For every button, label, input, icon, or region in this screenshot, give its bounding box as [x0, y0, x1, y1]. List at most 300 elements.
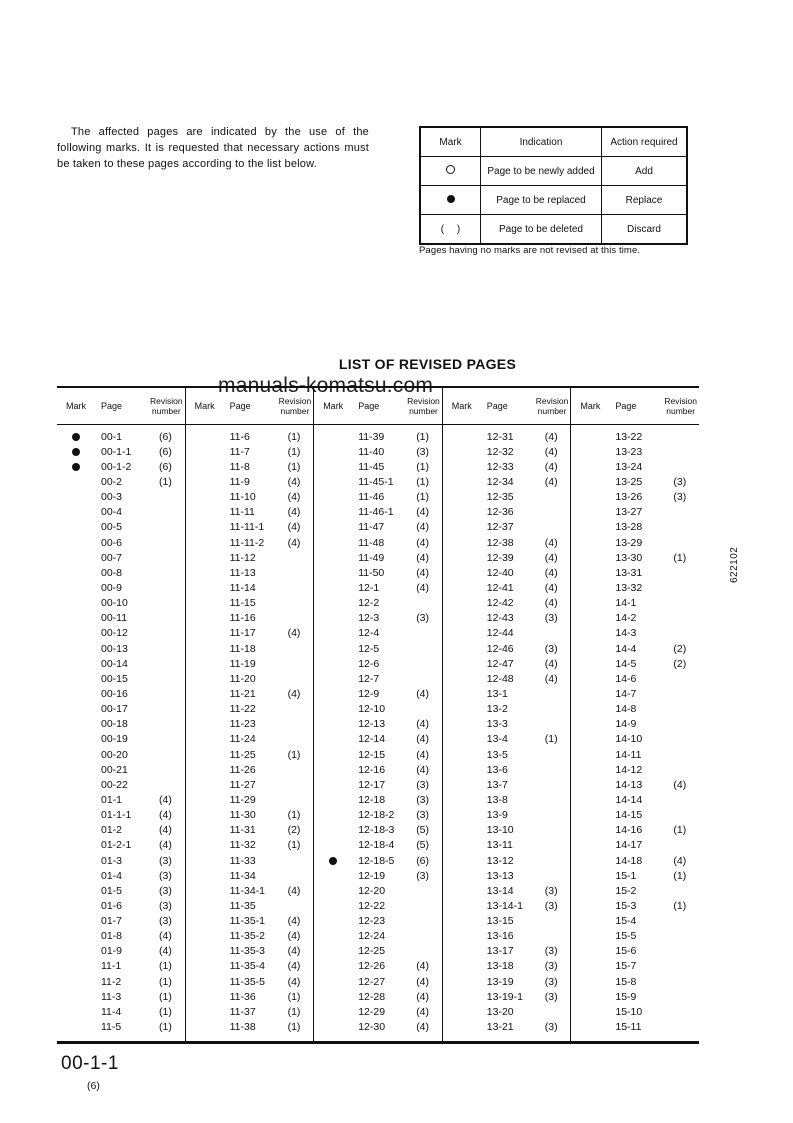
revision-cell: (4): [159, 945, 172, 958]
page-cell: 11-23: [229, 718, 256, 731]
table-row: [186, 838, 314, 853]
table-column: [185, 425, 314, 1041]
table-row: [314, 1019, 442, 1034]
page-cell: 11-34: [229, 869, 256, 882]
page-cell: 12-38: [486, 536, 514, 549]
page-cell: 11-35: [229, 899, 256, 912]
table-row: [571, 989, 699, 1004]
page-cell: 12-44: [486, 627, 514, 640]
table-row: [571, 732, 699, 747]
revision-cell: (3): [544, 884, 558, 897]
page-cell: 15-1: [615, 869, 637, 882]
page-cell: 15-4: [615, 915, 637, 928]
table-row: [443, 580, 571, 595]
page-cell: 13-13: [486, 869, 514, 882]
table-row: [57, 792, 185, 807]
page-cell: 13-24: [615, 460, 643, 473]
page-cell: 01-4: [101, 869, 123, 882]
table-row: [571, 868, 699, 883]
table-row: [57, 747, 185, 762]
legend-indication: Page to be deleted: [481, 215, 602, 245]
page-cell: 12-7: [358, 672, 380, 685]
header-revision: Revision number: [407, 396, 440, 416]
page-cell: 13-14: [486, 884, 514, 897]
page-cell: 11-17: [229, 627, 256, 640]
page-cell: 01-1: [101, 793, 123, 806]
table-row: [314, 580, 442, 595]
table-row: [314, 838, 442, 853]
page-cell: 14-16: [615, 824, 643, 837]
table-row: [57, 505, 185, 520]
table-row: [443, 989, 571, 1004]
table-row: [571, 944, 699, 959]
revision-cell: (4): [544, 475, 558, 488]
page-cell: 00-22: [101, 778, 128, 791]
page-cell: 00-14: [101, 657, 128, 670]
table-row: [186, 444, 314, 459]
page-cell: 15-6: [615, 945, 637, 958]
table-row: [57, 732, 185, 747]
table-row: [443, 898, 571, 913]
table-row: [571, 596, 699, 611]
revision-cell: (4): [416, 521, 430, 534]
page-cell: 13-6: [486, 763, 508, 776]
page-title: LIST OF REVISED PAGES: [338, 356, 517, 372]
table-row: [571, 671, 699, 686]
table-row: [57, 959, 185, 974]
revision-cell: (4): [416, 687, 430, 700]
table-row: [443, 656, 571, 671]
revision-cell: (1): [287, 445, 301, 458]
page-cell: 11-46-1: [358, 506, 394, 519]
table-row: [57, 1019, 185, 1034]
revision-cell: (4): [416, 748, 430, 761]
table-row: [57, 702, 185, 717]
table-row: [57, 762, 185, 777]
revision-cell: (3): [159, 869, 172, 882]
page-cell: 15-5: [615, 930, 637, 943]
revision-cell: (6): [159, 460, 172, 473]
revision-cell: (1): [159, 990, 172, 1003]
table-row: [314, 777, 442, 792]
table-row: [571, 853, 699, 868]
page-cell: 11-6: [229, 430, 250, 443]
page-cell: 13-10: [486, 824, 514, 837]
legend-action: Discard: [602, 215, 688, 245]
table-row: [571, 747, 699, 762]
page-cell: 11-25: [229, 748, 256, 761]
revision-cell: (4): [287, 627, 301, 640]
revision-cell: (1): [159, 975, 172, 988]
table-row: [186, 474, 314, 489]
table-row: [314, 959, 442, 974]
header-page: Page: [229, 401, 251, 411]
page-cell: 12-20: [358, 884, 386, 897]
table-row: [571, 550, 699, 565]
revision-cell: (1): [416, 460, 430, 473]
page-cell: 14-14: [615, 793, 643, 806]
table-row: [314, 641, 442, 656]
revision-cell: (4): [416, 990, 430, 1003]
table-row: [314, 929, 442, 944]
legend-row-add: [420, 157, 687, 186]
page-cell: 13-25: [615, 475, 643, 488]
page-cell: 00-10: [101, 597, 128, 610]
page-cell: 12-22: [358, 899, 386, 912]
page-cell: 11-14: [229, 581, 256, 594]
revision-cell: (2): [673, 642, 687, 655]
page-cell: 12-5: [358, 642, 380, 655]
page-cell: 13-28: [615, 521, 643, 534]
table-row: [443, 762, 571, 777]
page-cell: 12-4: [358, 627, 380, 640]
revision-cell: (4): [416, 551, 430, 564]
table-row: [186, 792, 314, 807]
table-row: [571, 444, 699, 459]
table-row: [186, 747, 314, 762]
table-row: [443, 550, 571, 565]
page-cell: 01-5: [101, 884, 123, 897]
revision-cell: (4): [287, 930, 301, 943]
page-cell: 00-16: [101, 687, 128, 700]
table-row: [186, 914, 314, 929]
table-row: [571, 959, 699, 974]
page-cell: 12-46: [486, 642, 514, 655]
page-cell: 12-18-5: [358, 854, 395, 867]
table-row: [57, 777, 185, 792]
table-row: [57, 596, 185, 611]
table-row: [57, 929, 185, 944]
table-row: [571, 429, 699, 444]
page-cell: 00-13: [101, 642, 128, 655]
page-cell: 13-7: [486, 778, 508, 791]
page-cell: 11-4: [101, 1005, 122, 1018]
page-cell: 12-6: [358, 657, 380, 670]
table-row: [314, 974, 442, 989]
table-row: [186, 944, 314, 959]
page-cell: 13-19-1: [486, 990, 523, 1003]
page-cell: 13-17: [486, 945, 514, 958]
table-row: [571, 686, 699, 701]
table-body: [57, 425, 699, 1041]
table-row: [57, 580, 185, 595]
table-row: [443, 914, 571, 929]
page-cell: 15-8: [615, 975, 637, 988]
table-row: [186, 596, 314, 611]
page-cell: 11-47: [358, 521, 385, 534]
page-cell: 11-30: [229, 809, 256, 822]
revision-cell: (1): [673, 824, 687, 837]
table-row: [314, 429, 442, 444]
table-row: [314, 611, 442, 626]
header-revision: Revision number: [278, 396, 312, 416]
table-row: [443, 429, 571, 444]
header-group: [313, 388, 442, 424]
revision-cell: (3): [673, 475, 687, 488]
page-cell: 11-29: [229, 793, 256, 806]
table-row: [186, 868, 314, 883]
table-row: [57, 868, 185, 883]
page-cell: 12-43: [486, 612, 514, 625]
revision-cell: (1): [287, 1005, 301, 1018]
page-cell: 12-15: [358, 748, 386, 761]
table-row: [314, 883, 442, 898]
page-cell: 13-12: [486, 854, 514, 867]
table-row: [186, 520, 314, 535]
legend-indication: Page to be replaced: [481, 186, 602, 215]
page-cell: 00-19: [101, 733, 128, 746]
revision-cell: (4): [416, 506, 430, 519]
table-row: [443, 944, 571, 959]
page-cell: 13-26: [615, 491, 643, 504]
revision-cell: (1): [416, 491, 430, 504]
page-cell: 12-40: [486, 566, 514, 579]
revision-cell: (3): [416, 809, 430, 822]
revision-cell: (4): [287, 506, 301, 519]
table-row: [57, 429, 185, 444]
page-cell: 13-1: [486, 687, 508, 700]
revision-cell: (4): [544, 536, 558, 549]
revision-cell: (3): [544, 960, 558, 973]
page-cell: 13-2: [486, 703, 508, 716]
page-cell: 12-30: [358, 1021, 386, 1034]
page-cell: 11-11-1: [229, 521, 265, 534]
table-row: [443, 853, 571, 868]
page-cell: 00-3: [101, 491, 123, 504]
revision-cell: (4): [287, 475, 301, 488]
table-row: [314, 1004, 442, 1019]
revision-cell: (3): [673, 491, 687, 504]
page-cell: 14-15: [615, 809, 643, 822]
table-row: [186, 898, 314, 913]
table-row: [57, 898, 185, 913]
header-group: [570, 388, 699, 424]
page-cell: 12-32: [486, 445, 514, 458]
table-row: [57, 565, 185, 580]
table-row: [443, 1004, 571, 1019]
filled-circle-icon: [329, 857, 337, 865]
header-mark: Mark: [323, 401, 344, 411]
table-row: [571, 520, 699, 535]
table-row: [443, 732, 571, 747]
page-cell: 12-28: [358, 990, 386, 1003]
page-cell: 01-9: [101, 945, 123, 958]
page-cell: 14-9: [615, 718, 637, 731]
page-cell: 00-18: [101, 718, 128, 731]
table-row: [57, 808, 185, 823]
revision-cell: (3): [544, 612, 558, 625]
table-row: [443, 611, 571, 626]
page-cell: 11-35-2: [229, 930, 266, 943]
revision-cell: (4): [159, 824, 172, 837]
revision-cell: (1): [287, 1021, 301, 1034]
page-cell: 15-10: [615, 1005, 643, 1018]
page-cell: 11-16: [229, 612, 256, 625]
header-page: Page: [358, 401, 380, 411]
header-revision: Revision number: [149, 396, 183, 416]
revision-cell: (3): [544, 899, 558, 912]
table-row: [57, 550, 185, 565]
document-code: 622102: [729, 546, 740, 583]
page-cell: 12-18-4: [358, 839, 395, 852]
filled-circle-icon: [72, 448, 80, 456]
table-row: [571, 656, 699, 671]
page-cell: 11-38: [229, 1021, 256, 1034]
page-cell: 13-16: [486, 930, 514, 943]
page-cell: 00-17: [101, 703, 128, 716]
table-row: [186, 459, 314, 474]
revision-cell: (4): [416, 536, 430, 549]
revision-cell: (6): [159, 430, 172, 443]
page-cell: 00-8: [101, 566, 123, 579]
page-cell: 11-24: [229, 733, 256, 746]
table-row: [186, 959, 314, 974]
table-row: [443, 747, 571, 762]
header-page: Page: [615, 401, 637, 411]
page-cell: 11-8: [229, 460, 250, 473]
table-row: [186, 808, 314, 823]
page-cell: 14-6: [615, 672, 637, 685]
header-group: [442, 388, 571, 424]
revision-cell: (4): [159, 809, 172, 822]
table-row: [186, 671, 314, 686]
table-row: [443, 641, 571, 656]
table-row: [186, 535, 314, 550]
page-cell: 12-26: [358, 960, 386, 973]
page-cell: 12-23: [358, 915, 386, 928]
table-row: [314, 535, 442, 550]
table-row: [186, 686, 314, 701]
table-row: [443, 868, 571, 883]
revision-cell: (1): [287, 839, 301, 852]
page-cell: 11-45-1: [358, 475, 394, 488]
table-row: [57, 823, 185, 838]
table-row: [57, 520, 185, 535]
page-cell: 00-7: [101, 551, 123, 564]
revision-cell: (6): [159, 445, 172, 458]
table-row: [443, 686, 571, 701]
table-row: [443, 459, 571, 474]
filled-circle-icon: [72, 463, 80, 471]
page-cell: 11-49: [358, 551, 385, 564]
page-cell: 11-26: [229, 763, 256, 776]
revision-cell: (4): [287, 960, 301, 973]
page-cell: 13-5: [486, 748, 508, 761]
table-row: [314, 565, 442, 580]
table-column: [570, 425, 699, 1041]
page-cell: 12-47: [486, 657, 514, 670]
table-row: [571, 914, 699, 929]
page-cell: 00-1-1: [101, 445, 132, 458]
watermark: manuals-komatsu.com: [218, 374, 434, 397]
legend-indication: Page to be newly added: [481, 157, 602, 186]
revision-cell: (1): [159, 475, 172, 488]
page-cell: 12-33: [486, 460, 514, 473]
table-row: [443, 717, 571, 732]
table-row: [186, 565, 314, 580]
page-cell: 00-20: [101, 748, 128, 761]
revision-cell: (4): [287, 915, 301, 928]
page-cell: 11-19: [229, 657, 256, 670]
page-cell: 12-37: [486, 521, 514, 534]
table-row: [571, 838, 699, 853]
page-cell: 14-5: [615, 657, 637, 670]
revision-cell: (4): [416, 1005, 430, 1018]
table-row: [186, 1019, 314, 1034]
revision-cell: (4): [416, 581, 430, 594]
table-row: [186, 641, 314, 656]
table-row: [443, 596, 571, 611]
revision-cell: (2): [287, 824, 301, 837]
page-cell: 00-11: [101, 612, 128, 625]
page-cell: 13-32: [615, 581, 643, 594]
revision-cell: (1): [159, 960, 172, 973]
page-cell: 11-11: [229, 506, 255, 519]
revision-cell: (4): [673, 778, 687, 791]
page-cell: 11-35-4: [229, 960, 266, 973]
filled-circle-icon: [72, 433, 80, 441]
table-row: [186, 762, 314, 777]
table-row: [57, 611, 185, 626]
page-cell: 00-1-2: [101, 460, 132, 473]
table-row: [571, 762, 699, 777]
page-cell: 14-1: [615, 597, 637, 610]
revision-cell: (4): [416, 763, 430, 776]
page-cell: 13-21: [486, 1021, 514, 1034]
table-row: [314, 868, 442, 883]
page-cell: 12-29: [358, 1005, 386, 1018]
page-cell: 13-4: [486, 733, 508, 746]
table-row: [314, 853, 442, 868]
table-row: [186, 823, 314, 838]
table-row: [571, 459, 699, 474]
page-cell: 11-35-5: [229, 975, 266, 988]
table-row: [57, 1004, 185, 1019]
page-cell: 00-15: [101, 672, 128, 685]
page-cell: 11-27: [229, 778, 256, 791]
page-cell: 12-36: [486, 506, 514, 519]
table-row: [571, 641, 699, 656]
page-cell: 12-25: [358, 945, 386, 958]
table-row: [443, 1019, 571, 1034]
header-revision: Revision number: [535, 396, 569, 416]
revision-cell: (1): [416, 430, 430, 443]
table-row: [57, 474, 185, 489]
table-column: [313, 425, 442, 1041]
table-row: [186, 702, 314, 717]
revision-cell: (3): [159, 915, 172, 928]
page-cell: 13-8: [486, 793, 508, 806]
table-row: [57, 974, 185, 989]
header-group: [57, 388, 185, 424]
header-page: Page: [486, 401, 508, 411]
table-row: [571, 1004, 699, 1019]
page-cell: 13-29: [615, 536, 643, 549]
table-column: [442, 425, 571, 1041]
table-row: [57, 914, 185, 929]
table-row: [443, 792, 571, 807]
page-cell: 00-1: [101, 430, 123, 443]
page-cell: 00-4: [101, 506, 123, 519]
revision-cell: (1): [287, 748, 301, 761]
page-cell: 11-34-1: [229, 884, 266, 897]
revision-cell: (4): [287, 536, 301, 549]
table-row: [443, 626, 571, 641]
table-row: [186, 989, 314, 1004]
page-cell: 11-33: [229, 854, 256, 867]
table-row: [186, 611, 314, 626]
revision-cell: (4): [544, 430, 558, 443]
